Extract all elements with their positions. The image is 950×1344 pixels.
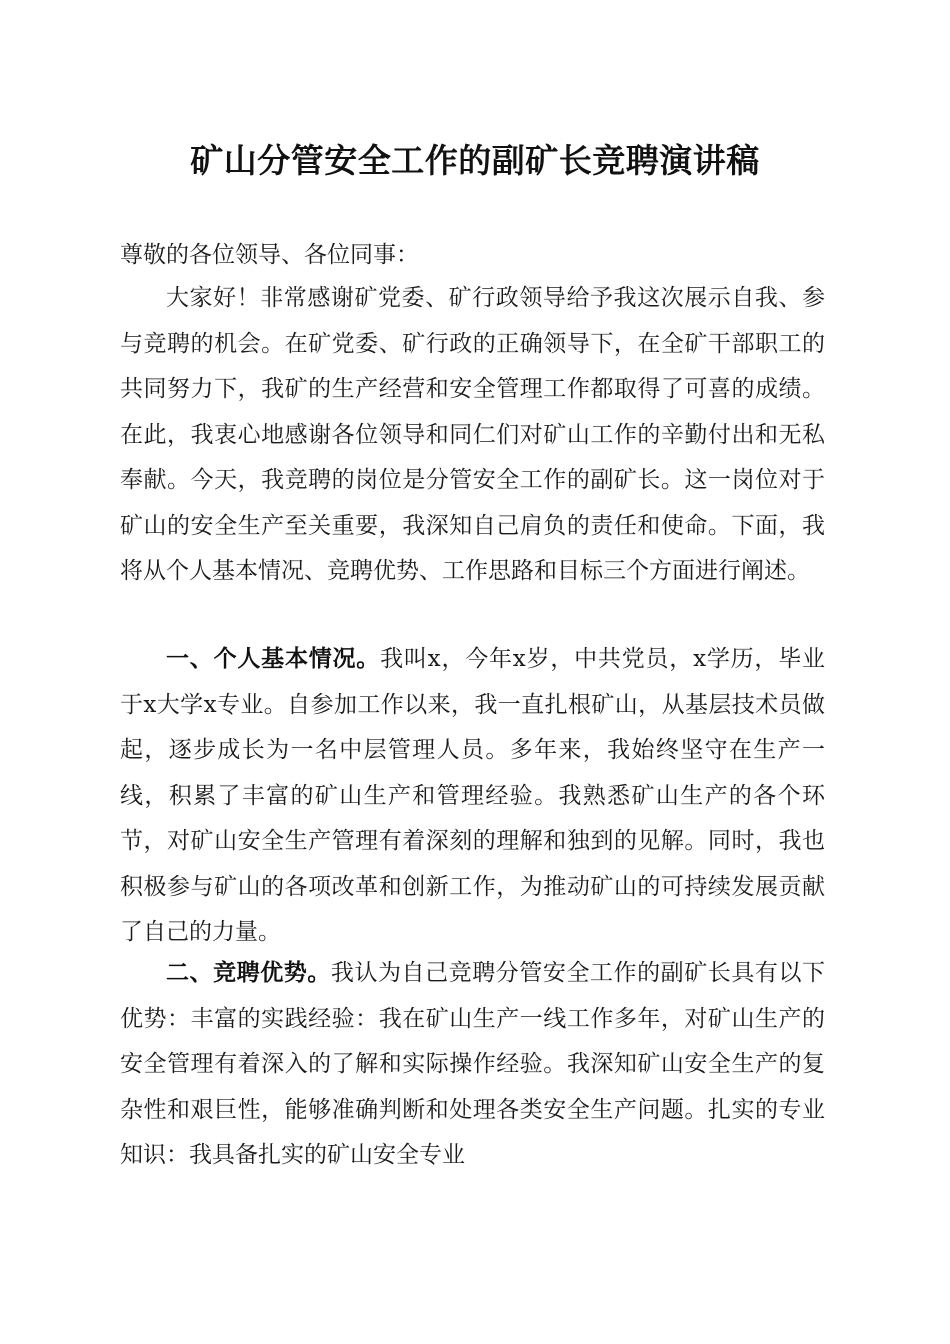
section-heading-advantages: 二、竞聘优势。 <box>166 959 331 986</box>
paragraph-text: 大家好！非常感谢矿党委、矿行政领导给予我这次展示自我、参与竞聘的机会。在矿党委、矿行政的正确领导下，在全矿干部职工的共同努力下，我矿的生产经营和安全管理工作都取得了可喜的成绩。在此，我衷心地感谢各位领导和同仁们对矿山工作的辛勤付出和无私奉献。今天，我竞聘的岗位是分管安全工作的副矿长。这一岗位对于矿山的安全生产至关重要，我深知自己肩负的责任和使命。下面，我将从个人基本情况、竞聘优势、工作思路和目标三个方面进行阐述。 <box>120 285 825 584</box>
paragraph-advantages <box>120 950 825 1179</box>
paragraph-text: 我认为自己竞聘分管安全工作的副矿长具有以下优势：丰富的实践经验：我在矿山生产一线工作多年，对矿山生产的安全管理有着深入的了解和实际操作经验。我深知矿山安全生产的复杂性和艰巨性，能够准确判断和处理各类安全生产问题。扎实的专业知识：我具备扎实的矿山安全专业 <box>120 960 826 1168</box>
paragraph-personal-info <box>120 636 825 956</box>
salutation: 尊敬的各位领导、各位同事： <box>120 242 419 268</box>
paragraph-text: 我叫x，今年x岁，中共党员，x学历，毕业于x大学x专业。自参加工作以来，我一直扎根矿山，从基层技术员做起，逐步成长为一名中层管理人员。多年来，我始终坚守在生产一线，积累了丰富的矿山生产和管理经验。我熟悉矿山生产的各个环节，对矿山安全生产管理有着深刻的理解和独到的见解。同时，我也积极参与矿山的各项改革和创新工作，为推动矿山的可持续发展贡献了自己的力量。 <box>120 646 826 945</box>
document-title: 矿山分管安全工作的副矿长竞聘演讲稿 <box>190 141 760 180</box>
paragraph-greeting <box>120 276 825 595</box>
section-heading-personal-info: 一、个人基本情况。 <box>166 645 381 672</box>
